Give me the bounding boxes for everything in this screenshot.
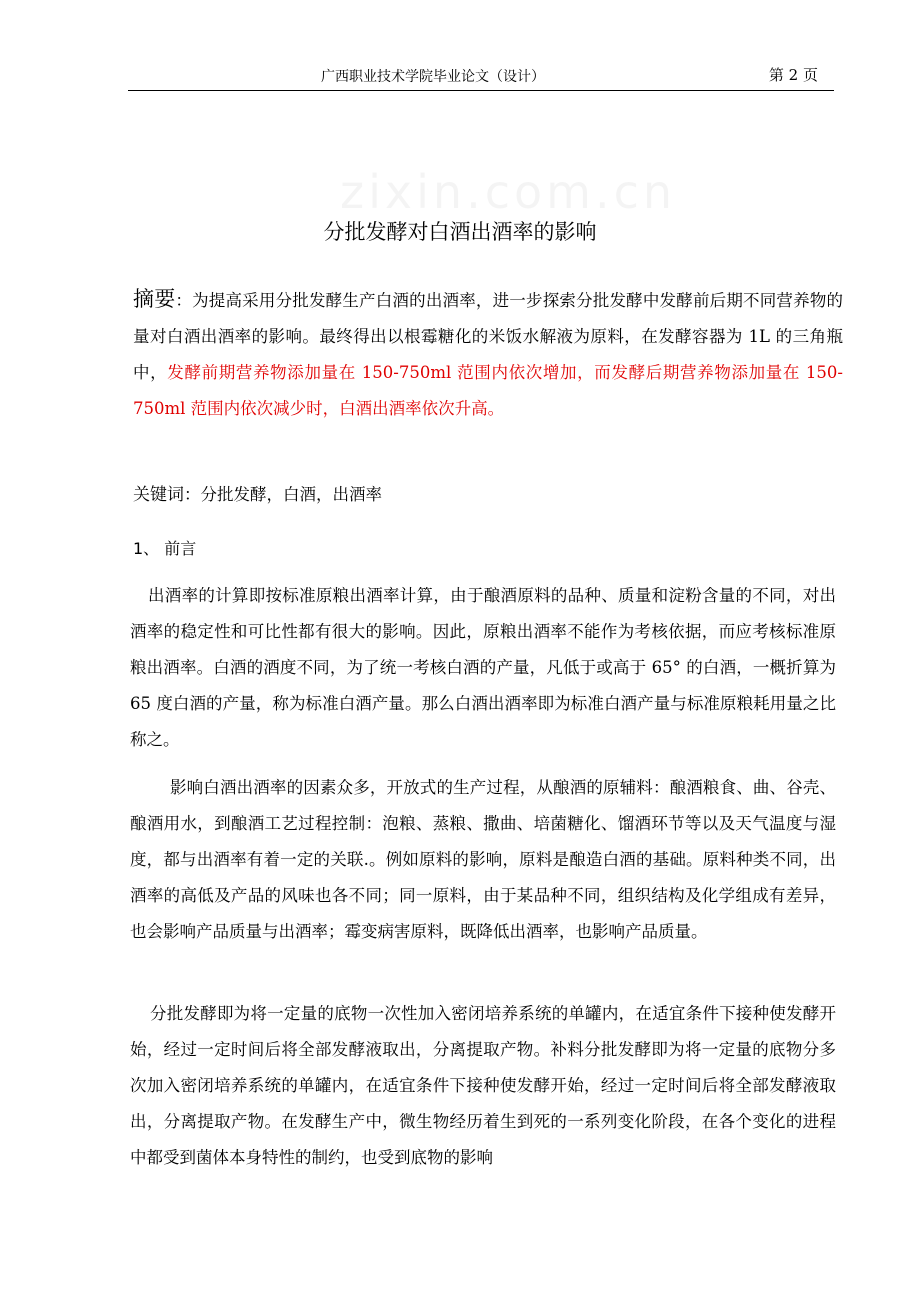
abstract-colon: ： xyxy=(175,291,193,310)
watermark xyxy=(340,165,676,219)
document-title: 分批发酵对白酒出酒率的影响 xyxy=(323,220,597,244)
header-title: 广西职业技术学院毕业论文（设计） xyxy=(321,69,545,85)
page-header xyxy=(128,64,834,91)
paragraph: 影响白酒出酒率的因素众多，开放式的生产过程，从酿酒的原辅料：酿酒粮食、曲、谷壳、酿酒用水，到酿酒工艺过程控制：泡粮、蒸粮、撒曲、培菌糖化、馏酒环节等以及天气温度与湿度，都与出酒率有着一定的关联.。例如原料的影响，原料是酿造白酒的基础。原料种类不同，出酒率的高低及产品的风味也各不同；同一原料，由于某品种不同，组织结构及化学组成有差异，也会影响产品质量与出酒率；霉变病害原料，既降低出酒率，也影响产品质量。 xyxy=(130,778,836,941)
abstract-highlight: 发酵前期营养物添加量在 150-750ml 范围内依次增加，而发酵后期营养物添加量在 150-750ml 范围内依次减少时，白酒出酒率依次升高。 xyxy=(133,363,843,418)
paragraph: 出酒率的计算即按标准原粮出酒率计算，由于酿酒原料的品种、质量和淀粉含量的不同，对出酒率的稳定性和可比性都有很大的影响。因此，原粮出酒率不能作为考核依据，而应考核标准原粮出酒率。白酒的酒度不同，为了统一考核白酒的产量，凡低于或高于 65° 的白酒，一概折算为 65 度白酒的产量，称为标准白酒产量。那么白酒出酒率即为标准白酒产量与标准原粮耗用量之比称之。 xyxy=(130,586,836,749)
keywords-text: 分批发酵，白酒，出酒率 xyxy=(200,485,382,504)
page-number: 第 2 页 xyxy=(768,66,818,84)
abstract-label: 摘要 xyxy=(133,287,176,311)
keywords-label: 关键词 xyxy=(133,485,184,505)
abstract-text: 为提高采用分批发酵生产白酒的出酒率，进一步探索分批发酵中发酵前后期不同营养物的量对白酒出酒率的影响。最终得出以根霉糖化的米饭水解液为原料，在发酵容器为 1L 的三角瓶中， xyxy=(133,291,844,382)
section-heading: 1、 前言 xyxy=(133,539,197,558)
paragraph: 分批发酵即为将一定量的底物一次性加入密闭培养系统的单罐内，在适宜条件下接种使发酵开始，经过一定时间后将全部发酵液取出，分离提取产物。补料分批发酵即为将一定量的底物分多次加入密闭培养系统的单罐内，在适宜条件下接种使发酵开始，经过一定时间后将全部发酵液取出，分离提取产物。在发酵生产中，微生物经历着生到死的一系列变化阶段，在各个变化的进程中都受到菌体本身特性的制约，也受到底物的影响 xyxy=(130,1004,836,1167)
keywords-colon: ： xyxy=(184,485,201,504)
keywords xyxy=(133,480,382,510)
abstract xyxy=(133,281,843,427)
